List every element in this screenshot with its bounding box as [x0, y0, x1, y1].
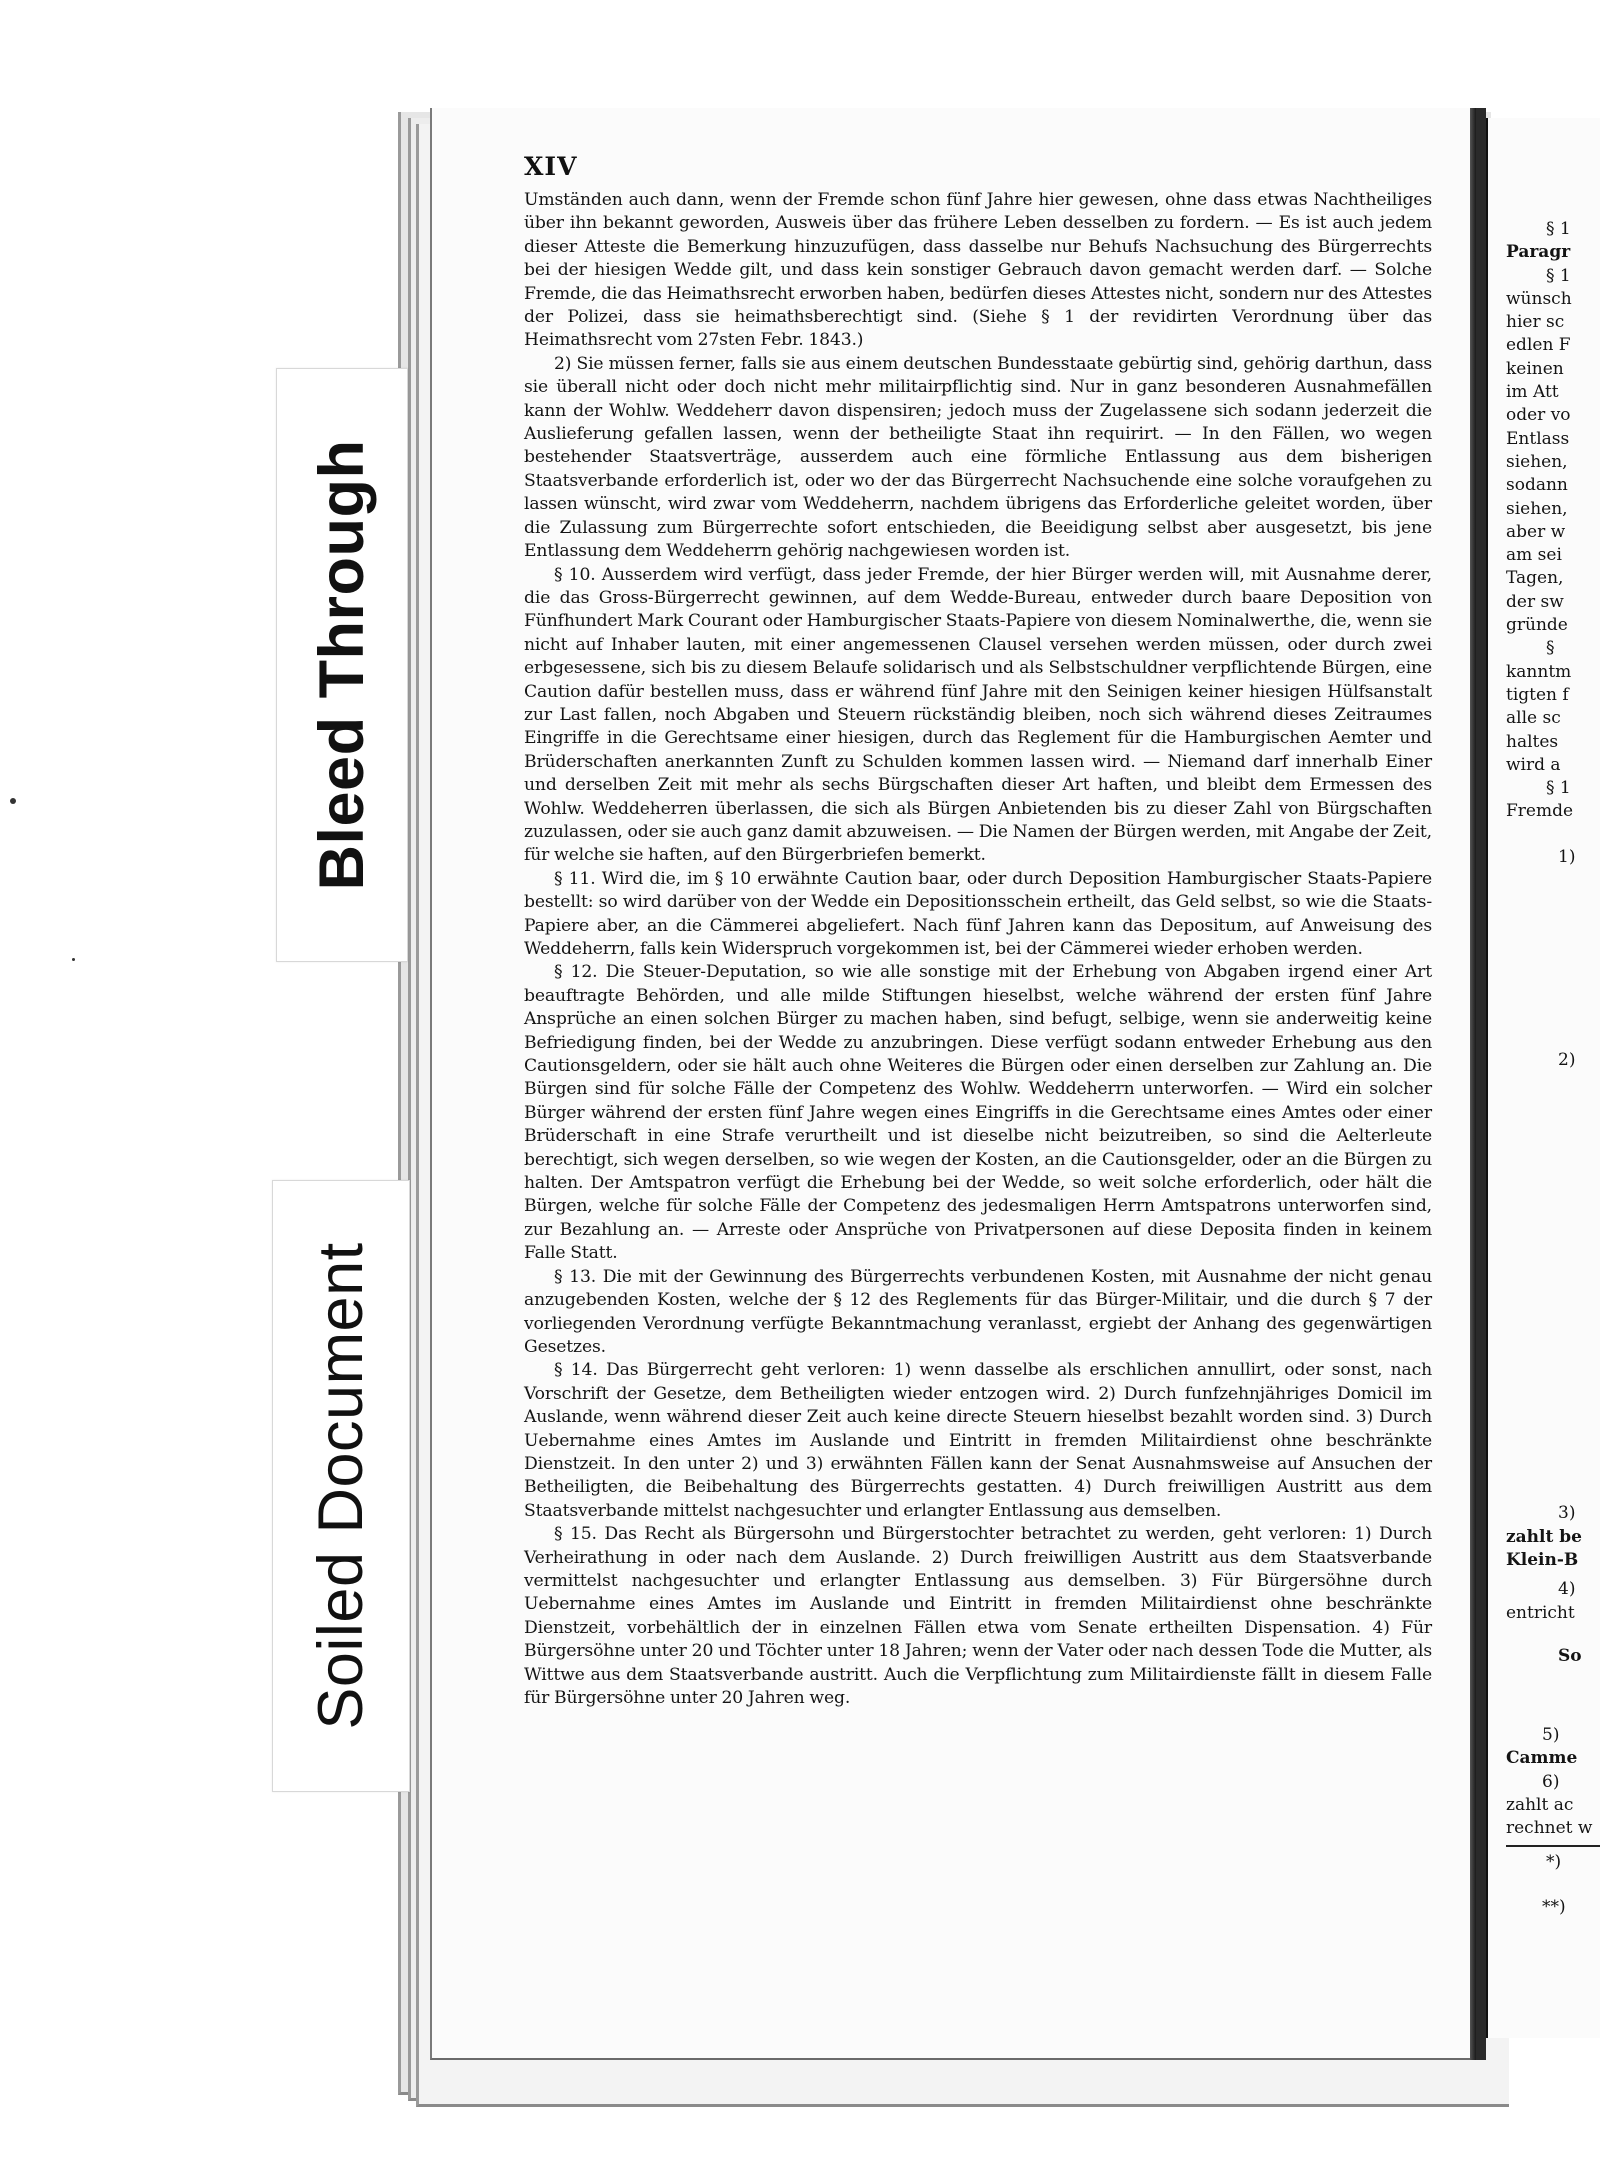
- facing-fragment: am sei: [1506, 545, 1562, 566]
- paragraph-section-12: § 12. Die Steuer-Deputation, so wie alle sonstige mit der Erhebung von Abgaben irgend einer Art beauftragte Behörden, und alle milde Stiftungen hieselbst, welche während der ersten fünf Jahre Ansprüche an einen solchen Bürger zu machen haben, sind befugt, selbige, wenn sie anderweitig keine Befriedigung finden, bei der Wedde zu anzubringen. Diese verfügt sodann entweder Erhebung aus den Cautionsgeldern, oder sie hält auch ohne Weiteres die Bürgen oder einen derselben zur Zahlung an. Die Bürgen sind für solche Fälle der Competenz des Wohlw. Weddeherrn unterworfen. — Wird ein solcher Bürger während der ersten fünf Jahre wegen eines Eingriffs in die Gerechtsame eines Amtes oder einer Brüderschaft in eine Strafe verurtheilt und ist dieselbe nicht beizutreiben, so sind die Aelterleute berechtigt, sich wegen derselben, so wie wegen der Kosten, an die Cautionsgelder, oder an die Bürgen zu halten. Der Amtspatron verfügt die Erhebung bei der Wedde, so weit solche erforderlich, oder hält die Bürgen, welche für solche Fälle der Competenz des jedesmaligen Herrn Amtspatrons unterworfen sind, zur Bezahlung an. — Arreste oder Ansprüche von Privatpersonen auf diese Deposita finden in keinem Falle Statt.: [524, 962, 1432, 1264]
- facing-fragment: der sw: [1506, 591, 1564, 612]
- facing-fragment: zahlt be: [1506, 1526, 1582, 1547]
- footnote-rule: [1506, 1845, 1600, 1847]
- facing-fragment: oder vo: [1506, 405, 1571, 426]
- facing-fragment: 5): [1542, 1725, 1560, 1746]
- facing-fragment: aber w: [1506, 521, 1566, 542]
- facing-fragment: entricht: [1506, 1602, 1575, 1623]
- facing-fragment: Entlass: [1506, 428, 1570, 449]
- facing-fragment: keinen: [1506, 358, 1564, 379]
- bleed-through-tag: [276, 368, 408, 962]
- facing-fragment: gründe: [1506, 615, 1568, 636]
- paragraph-continuation: Umständen auch dann, wenn der Fremde schon fünf Jahre hier gewesen, ohne dass etwas Nachtheiliges über ihn bekannt geworden, Ausweis über das frühere Leben desselben zu fordern. — Es ist auch jedem dieser Atteste die Bemerkung hinzuzufügen, dass dasselbe nur Behufs Nachsuchung des Bürgerrechts bei der hiesigen Wedde gilt, und dass kein sonstiger Gebrauch davon gemacht werden darf. — Solche Fremde, die das Heimathsrecht erworben haben, bedürfen dieses Attestes nicht, sondern nur des Attestes der Polizei, dass sie heimathsberechtigt sind. (Siehe § 1 der revidirten Verordnung über das Heimathsrecht vom 27sten Febr. 1843.): [524, 190, 1432, 351]
- facing-fragment: wünsch: [1506, 288, 1572, 309]
- facing-fragment: hier sc: [1506, 312, 1565, 333]
- facing-fragment: alle sc: [1506, 708, 1561, 729]
- facing-fragment: 3): [1558, 1503, 1576, 1524]
- facing-fragment: §: [1546, 638, 1555, 659]
- facing-fragment: kanntm: [1506, 661, 1572, 682]
- facing-fragment: Klein-B: [1506, 1549, 1579, 1570]
- paragraph-section-14: § 14. Das Bürgerrecht geht verloren: 1) wenn dasselbe als erschlichen annullirt, oder sonst, nach Vorschrift der Gesetze, dem Betheiligten wieder entzogen wird. 2) Durch funfzehnjähriges Domicil im Auslande, wenn während dieser Zeit auch keine directe Steuern hieselbst bezahlt worden sind. 3) Durch Uebernahme eines Amtes im Auslande und Eintritt in fremden Militairdienst ohne beschränkte Dienstzeit. In den unter 2) und 3) erwähnten Fällen kann der Senat Ausnahmsweise auf Ansuchen der Betheiligten, die Beibehaltung des Bürgerrechts gestatten. 4) Durch freiwilligen Austritt aus dem Staatsverbande mittelst nachgesuchter und erlangter Entlassung aus demselben.: [524, 1360, 1432, 1521]
- left-page: [430, 108, 1470, 2060]
- facing-fragment: haltes: [1506, 731, 1559, 752]
- facing-fragment: § 1: [1546, 265, 1571, 286]
- book-gutter-shadow: [1476, 108, 1486, 2060]
- facing-fragment: tigten f: [1506, 684, 1569, 705]
- facing-fragment: Fremde: [1506, 801, 1574, 822]
- facing-fragment: siehen,: [1506, 451, 1568, 472]
- facing-fragment: 1): [1558, 846, 1576, 867]
- facing-fragment: edlen F: [1506, 335, 1571, 356]
- facing-fragment: Paragr: [1506, 242, 1571, 263]
- page-body: [524, 189, 1432, 1710]
- facing-fragment: sodann: [1506, 475, 1568, 496]
- facing-page: [1486, 118, 1600, 2038]
- facing-fragment: rechnet w: [1506, 1818, 1593, 1839]
- facing-fragment: 2): [1558, 1050, 1576, 1071]
- paragraph-section-13: § 13. Die mit der Gewinnung des Bürgerrechts verbundenen Kosten, mit Ausnahme der nicht genau anzugebenden Kosten, welche der § 12 des Reglements für das Bürger-Militair, und die durch § 7 der vorliegenden Verordnung verfügte Bekanntmachung veranlasst, ergiebt der Anhang des gegenwärtigen Gesetzes.: [524, 1266, 1432, 1357]
- soiled-document-tag: [272, 1180, 410, 1792]
- paragraph-item-2: 2) Sie müssen ferner, falls sie aus einem deutschen Bundesstaate gebürtig sind, gehörig darthun, dass sie überall nicht oder doch nicht mehr militairpflichtig sind. Nur in ganz besonderen Ausnahmefällen kann der Wohlw. Weddeherr davon dispensiren; jedoch muss der Zugelassene sich sodann jederzeit die Auslieferung gefallen lassen, wenn der betheiligte Staat ihn requirirt. — In den Fällen, wo wegen bestehender Staatsverträge, ausserdem auch eine förmliche Entlassung aus dem bisherigen Staatsverbande erforderlich ist, oder wo der das Bürgerrecht Nachsuchende eine solche voraufgehen zu lassen wünscht, wird zwar vom Weddeherrn, nachdem übrigens das Erforderliche geleitet worden, über die Zulassung zum Bürgerrechte sofort entschieden, die Beeidigung selbst aber ausgesetzt, bis jene Entlassung dem Weddeherrn gehörig nachgewiesen worden ist.: [524, 353, 1432, 562]
- dust-speck: [10, 798, 16, 804]
- paragraph-section-15: § 15. Das Recht als Bürgersohn und Bürgerstochter betrachtet zu werden, geht verloren: 1) Durch Verheirathung in oder nach dem Auslande. 2) Durch freiwilligen Austritt aus dem Staatsverbande vermittelst nachgesuchter und erlangter Entlassung aus demselben. 3) Für Bürgersöhne durch Uebernahme eines Amtes im Auslande und Eintritt in fremden Militairdienst ohne beschränkte Dienstzeit, vorbehältlich der in einzelnen Fällen etwa vom Senate ertheilten Dispensation. 4) Für Bürgersöhne unter 20 und Töchter unter 18 Jahren; wenn der Vater oder nach dessen Tode die Mutter, als Wittwe aus dem Staatsverbande austritt. Auch die Verpflichtung zum Militairdienste fällt in diesem Falle für Bürgersöhne unter 20 Jahren weg.: [524, 1524, 1432, 1708]
- bleed-through-label: Bleed Through: [307, 439, 377, 891]
- facing-fragment: § 1: [1546, 219, 1571, 239]
- dust-speck: [72, 958, 75, 961]
- facing-fragment: im Att: [1506, 382, 1559, 403]
- facing-fragment: wird a: [1506, 754, 1561, 775]
- facing-fragment: *): [1546, 1851, 1562, 1872]
- facing-fragment: 6): [1542, 1771, 1560, 1792]
- paragraph-section-10: § 10. Ausserdem wird verfügt, dass jeder Fremde, der hier Bürger werden will, mit Ausnahme derer, die das Gross-Bürgerrecht gewinnen, auf dem Wedde-Bureau, entweder durch baare Deposition von Fünfhundert Mark Courant oder Hamburgischer Staats-Papiere von diesem Nominalwerthe, die, wenn sie nicht auf Inhaber lauten, mit einer angemessenen Clausel versehen werden müssen, oder durch zwei erbgesessene, sich bis zu diesem Belaufe solidarisch und als Selbstschuldner verpflichtende Bürgen, eine Caution dafür bestellen muss, dass er während fünf Jahre mit den Seinigen keiner hiesigen Hülfsanstalt zur Last fallen, noch Abgaben und Steuern rückständig bleiben, noch sich während dieses Zeitraumes Eingriffe in die Gerechtsame einer hiesigen, durch das Reglement für die Hamburgischen Aemter und Brüderschaften anerkannten Zunft zu Schulden kommen lassen wird. — Niemand darf innerhalb Einer und derselben Zeit mit mehr als sechs Bürgschaften dieser Art haften, und bleibt dem Ermessen des Wohlw. Weddeherren überlassen, die sich als Bürgen Anbietenden bis zu dieser Zahl von Bürgschaften zuzulassen, oder sie auch ganz damit abzuweisen. — Die Namen der Bürgen werden, mit Angabe der Zeit, für welche sie haften, auf den Bürgerbriefen bemerkt.: [524, 564, 1432, 866]
- facing-fragment: siehen,: [1506, 498, 1568, 519]
- paragraph-section-11: § 11. Wird die, im § 10 erwähnte Caution baar, oder durch Deposition Hamburgischer Staats-Papiere bestellt: so wird darüber von der Wedde ein Depositionsschein ertheilt, das Geld selbst, so wie die Staats-Papiere aber, an die Cämmerei abgeliefert. Nach fünf Jahren kann das Depositum, auf Anweisung des Weddeherrn, falls kein Widerspruch vorgekommen ist, bei der Cämmerei wieder erhoben werden.: [524, 868, 1432, 959]
- facing-fragment: **): [1542, 1896, 1566, 1917]
- facing-fragment: 4): [1558, 1579, 1576, 1600]
- facing-fragment: zahlt ac: [1506, 1794, 1574, 1815]
- facing-fragment: Camme: [1506, 1748, 1578, 1769]
- facing-fragment: So: [1558, 1645, 1582, 1666]
- page-number: XIV: [524, 152, 578, 181]
- facing-fragment: § 1: [1546, 778, 1571, 799]
- facing-fragment: Tagen,: [1506, 568, 1564, 589]
- soiled-document-label: Soiled Document: [306, 1242, 376, 1730]
